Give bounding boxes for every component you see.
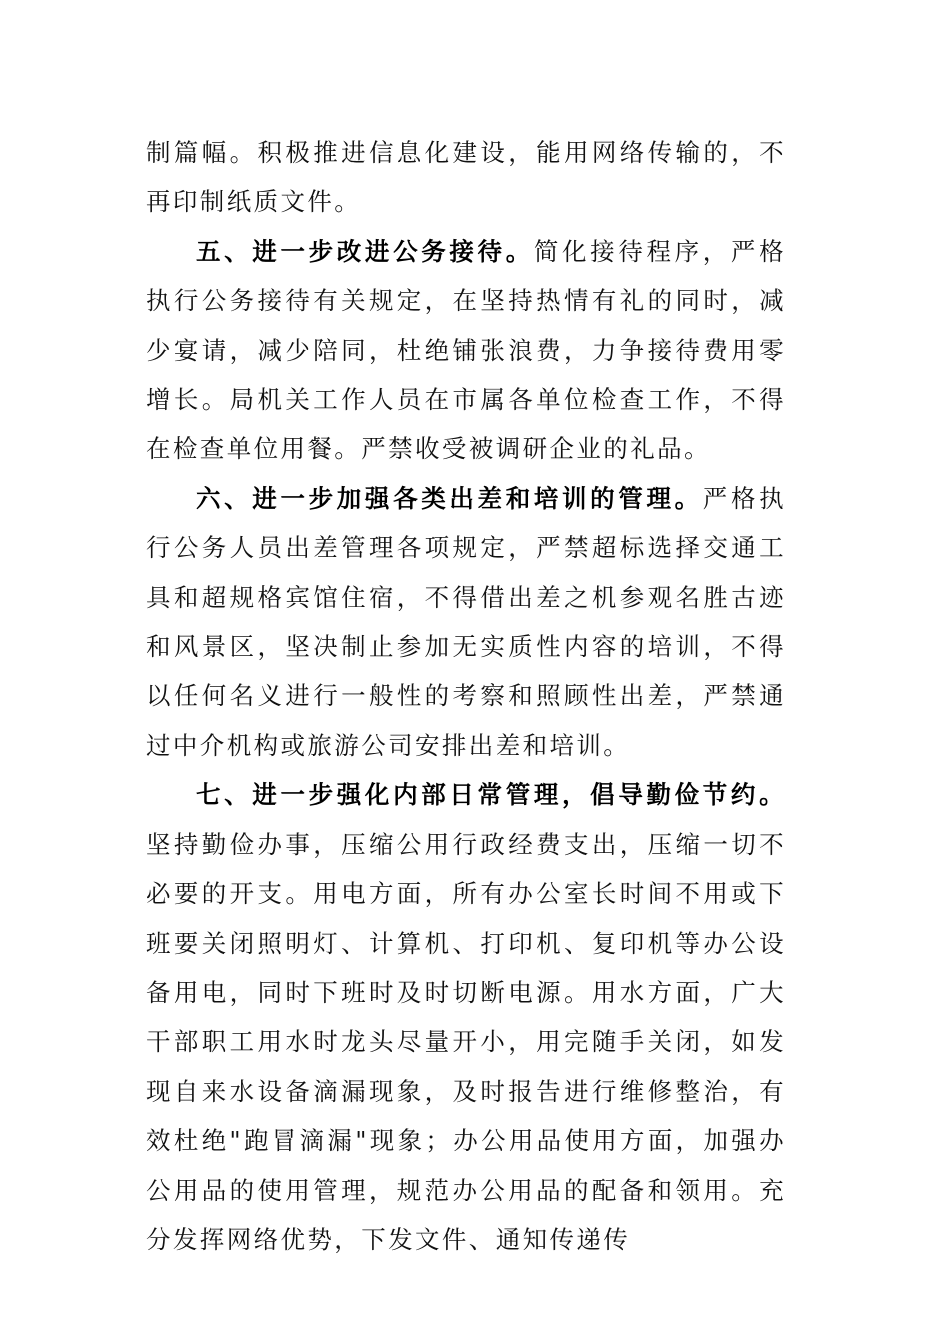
paragraph-body-text: 制篇幅。积极推进信息化建设，能用网络传输的，不再印制纸质文件。: [146, 138, 786, 217]
paragraph-continuation: [146, 128, 786, 227]
paragraph-body-text: 坚持勤俭办事，压缩公用行政经费支出，压缩一切不必要的开支。用电方面，所有办公室长时间不用或下班要关闭照明灯、计算机、打印机、复印机等办公设备用电，同时下班时及时切断电源。用水方面，广大干部职工用水时龙头尽量开小，用完随手关闭，如发现自来水设备滴漏现象，及时报告进行维修整治，有效杜绝"跑冒滴漏"现象；办公用品使用方面，加强办公用品的使用管理，规范办公用品的配备和领用。充分发挥网络优势，下发文件、通知传递传: [146, 829, 786, 1254]
section-heading-6: 六、进一步加强各类出差和培训的管理。: [196, 483, 703, 513]
section-heading-5: 五、进一步改进公务接待。: [196, 236, 534, 266]
section-heading-7: 七、进一步强化内部日常管理，倡导勤俭节约。: [196, 780, 786, 810]
paragraph-section-6: [146, 474, 786, 770]
paragraph-section-7: [146, 770, 786, 1264]
paragraph-section-5: [146, 227, 786, 474]
document-body: [146, 128, 786, 1264]
paragraph-body-text: 简化接待程序，严格执行公务接待有关规定，在坚持热情有礼的同时，减少宴请，减少陪同，杜绝铺张浪费，力争接待费用零增长。局机关工作人员在市属各单位检查工作，不得在检查单位用餐。严禁收受被调研企业的礼品。: [146, 236, 786, 464]
paragraph-body-text: 严格执行公务人员出差管理各项规定，严禁超标选择交通工具和超规格宾馆住宿，不得借出差之机参观名胜古迹和风景区，坚决制止参加无实质性内容的培训，不得以任何名义进行一般性的考察和照顾性出差，严禁通过中介机构或旅游公司安排出差和培训。: [146, 483, 787, 760]
